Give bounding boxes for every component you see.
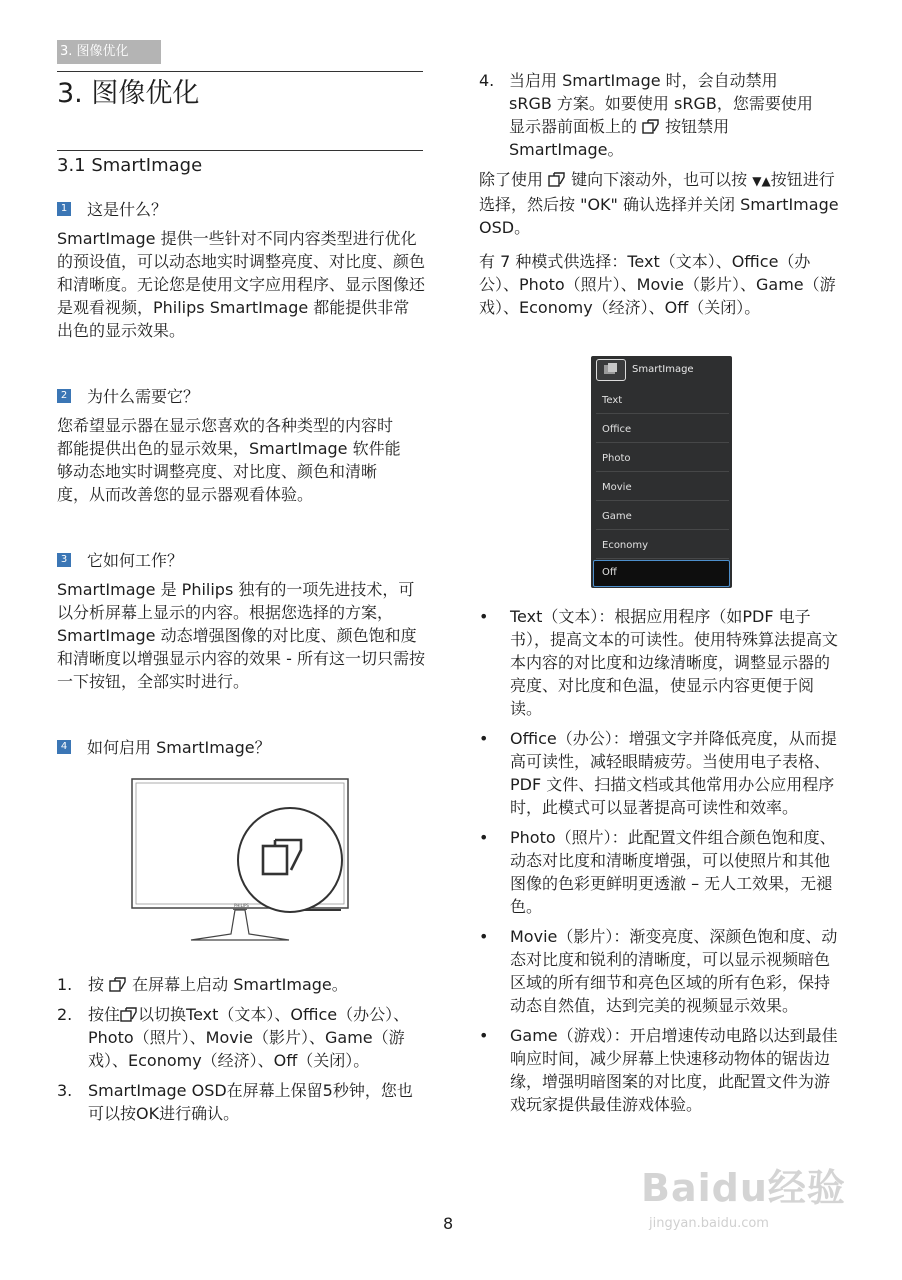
button-zoom-circle: [238, 808, 342, 912]
section-heading: 如何启用 SmartImage？: [87, 737, 271, 757]
osd-item-movie[interactable]: Movie: [596, 474, 729, 501]
section-body: 您希望显示器在显示您喜欢的各种类型的内容时都能提供出色的显示效果，SmartImage 软件能够动态地实时调整亮度、对比度、颜色和清晰度，从而改善您的显示器观看体验。: [57, 416, 401, 504]
page-number: 8: [443, 1214, 454, 1233]
section-rule: [57, 150, 423, 151]
nav-note-pre: 除了使用: [479, 170, 549, 189]
smartimage-button-icon: [109, 976, 127, 992]
smartimage-button-icon: [642, 118, 660, 134]
bullet-item: [479, 826, 844, 918]
monitor-illustration: [131, 778, 349, 946]
nav-note-mid: 键向下滚动外，也可以按: [566, 170, 753, 189]
bullet-item: [479, 925, 844, 1017]
monitor-stand: [191, 910, 289, 940]
section-body: SmartImage 是 Philips 独有的一项先进技术，可以分析屏幕上显示的内容。根据您选择的方案，SmartImage 动态增强图像的对比度、颜色饱和度和清晰度以增强显示内容的效果 - 所有这一切只需按一下按钮，全部实时进行。: [57, 580, 425, 691]
bullet-desc: 增强文字并降低亮度，从而提高可读性，减轻眼睛疲劳。当使用电子表格、PDF 文件、扫描文档或其他常用办公应用程序时，此模式可以显著提高可读性和效率。: [510, 729, 837, 817]
step-number: 1.: [57, 975, 73, 994]
bullet-term: Photo（照片）：: [510, 828, 628, 847]
section-why: [57, 384, 407, 506]
bullet-dot: •: [479, 729, 489, 748]
step-number: 4.: [479, 71, 495, 90]
monitor-brand: PHILIPS: [234, 903, 249, 908]
section-heading: 这是什么？: [87, 199, 168, 219]
section-number: 3: [57, 553, 71, 567]
bullet-term: Game（游戏）：: [510, 1026, 630, 1045]
bullet-term: Movie（影片）：: [510, 927, 630, 946]
navigation-note: [479, 168, 844, 239]
osd-item-off-selected[interactable]: Off: [593, 560, 730, 587]
osd-header: [591, 356, 732, 384]
section-title: 3.1 SmartImage: [57, 155, 203, 176]
nav-note-post: 按钮进行选择，然后按 "OK" 确认选择并关闭 SmartImage OSD。: [479, 170, 839, 237]
step-text-pre: 按: [88, 975, 110, 994]
top-rule: [57, 71, 423, 72]
smartimage-osd-menu: [591, 356, 732, 588]
chapter-tab: 3. 图像优化: [57, 40, 161, 64]
step-number: 2.: [57, 1005, 73, 1024]
osd-item-economy[interactable]: Economy: [596, 532, 729, 559]
step-text-pre: 当启用 SmartImage 时，会自动禁用 sRGB 方案。如要使用 sRGB，您需要使用显示器前面板上的: [509, 71, 813, 136]
step-text-post: 按钮禁用 SmartImage。: [509, 117, 730, 159]
step-text-post: 在屏幕上启动 SmartImage。: [127, 975, 348, 994]
modes-note: 有 7 种模式供选择：Text（文本）、Office（办公）、Photo（照片）、Movie（影片）、Game（游戏）、Economy（经济）、Off（关闭）。: [479, 252, 836, 317]
section-heading: 它如何工作？: [87, 550, 184, 570]
steps-list: [57, 973, 417, 1125]
chapter-title: 3. 图像优化: [57, 78, 200, 109]
bullet-desc: 渐变亮度、深颜色饱和度、动态对比度和锐利的清晰度，可以显示视频暗色区域的所有细节和亮色区域的所有色彩，保持动态自然值，达到完美的视频显示效果。: [510, 927, 838, 1015]
section-body: SmartImage 提供一些针对不同内容类型进行优化的预设值，可以动态地实时调整亮度、对比度、颜色和清晰度。无论您是使用文字应用程序、显示图像还是观看视频，Philips SmartImage 都能提供非常出色的显示效果。: [57, 229, 426, 340]
bullet-dot: •: [479, 828, 489, 847]
step-text-pre: 按住: [88, 1005, 121, 1024]
osd-item-photo[interactable]: Photo: [596, 445, 729, 472]
bullet-item: [479, 1024, 844, 1116]
step-text-post: 以切换Text（文本）、Office（办公）、Photo（照片）、Movie（影片）、Game（游戏）、Economy（经济）、Off（关闭）。: [88, 1005, 410, 1070]
smartimage-logo-icon: [596, 359, 626, 381]
step-item: [57, 973, 417, 996]
section-number: 4: [57, 740, 71, 754]
section-number: 2: [57, 389, 71, 403]
mode-bullets: [479, 605, 844, 1116]
osd-item-game[interactable]: Game: [596, 503, 729, 530]
section-what: [57, 197, 425, 342]
section-number: 1: [57, 202, 71, 216]
baidu-watermark-url: jingyan.baidu.com: [649, 1216, 769, 1231]
step-text-post: SmartImage OSD在屏幕上保留5秒钟，您也可以按OK进行确认。: [88, 1081, 413, 1123]
bullet-desc: 根据应用程序（如PDF 电子书），提高文本的可读性。使用特殊算法提高文本内容的对比度和边缘清晰度，调整显示器的亮度、对比度和色温，使显示内容更便于阅读。: [510, 607, 839, 718]
bullet-dot: •: [479, 927, 489, 946]
section-enable: [57, 735, 425, 759]
bullet-desc: 此配置文件组合颜色饱和度、动态对比度和清晰度增强，可以使照片和其他图像的色彩更鲜明更透澈 – 无人工效果，无褪色。: [510, 828, 836, 916]
bullet-dot: •: [479, 1026, 489, 1045]
arrow-keys-icon: ▼▲: [752, 174, 771, 188]
step-number: 3.: [57, 1081, 73, 1100]
baidu-watermark-logo: Baidu经验: [641, 1166, 846, 1210]
step-item: [57, 1079, 417, 1125]
section-heading: 为什么需要它？: [87, 386, 200, 406]
bullet-item: [479, 727, 844, 819]
smartimage-button-icon: [120, 1006, 138, 1022]
step-item: [479, 69, 824, 161]
step-item: [57, 1003, 417, 1072]
section-how: [57, 548, 425, 693]
bullet-item: [479, 605, 844, 720]
bullet-term: Office（办公）：: [510, 729, 629, 748]
bullet-term: Text（文本）：: [510, 607, 615, 626]
bullet-desc: 开启增速传动电路以达到最佳响应时间，减少屏幕上快速移动物体的锯齿边缘，增强明暗图案的对比度，此配置文件为游戏玩家提供最佳游戏体验。: [510, 1026, 838, 1114]
osd-item-text[interactable]: Text: [596, 387, 729, 414]
smartimage-button-icon: [548, 171, 566, 187]
osd-title: SmartImage: [632, 364, 694, 375]
osd-item-office[interactable]: Office: [596, 416, 729, 443]
bullet-dot: •: [479, 607, 489, 626]
